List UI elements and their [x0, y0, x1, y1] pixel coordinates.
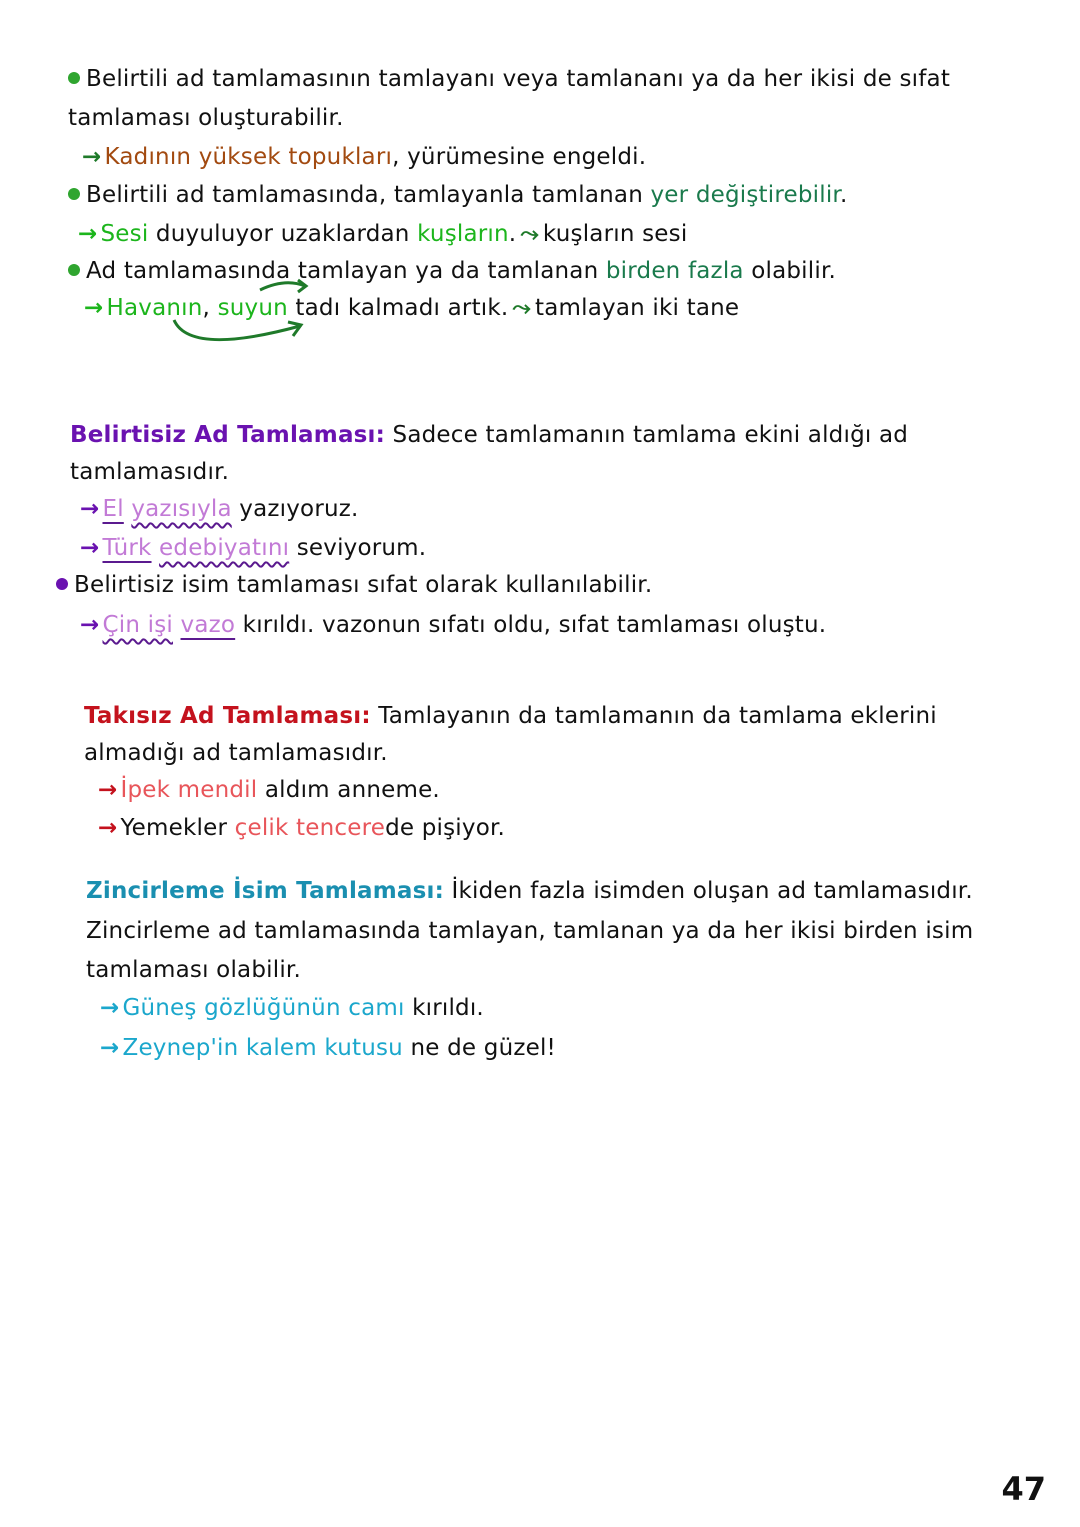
rule2-end: .: [839, 182, 848, 208]
definition-text-cont: tamlamasıdır.: [70, 459, 230, 485]
example-note: kuşların sesi: [542, 221, 688, 247]
example-highlight: İpek mendil: [120, 777, 258, 803]
example-rest: seviyorum.: [289, 535, 427, 561]
rule2-line: [68, 180, 847, 210]
page-number: 47: [1001, 1470, 1046, 1508]
example-word-1: Çin işi: [102, 612, 173, 638]
section2-title-line: [70, 420, 908, 450]
rule3-end: olabilir.: [743, 258, 837, 284]
example-sep: ,: [202, 295, 218, 321]
squiggle-arrow-icon: ⤳: [512, 295, 532, 321]
example-word-2: vazo: [180, 612, 236, 638]
section2-definition-line2: [70, 457, 229, 487]
example-highlight: Kadının yüksek topukları: [104, 144, 393, 170]
example-pre: Yemekler: [120, 815, 235, 841]
section-heading: Belirtisiz Ad Tamlaması:: [70, 422, 386, 448]
arrow-icon: →: [80, 535, 100, 561]
example-rest: aldım anneme.: [257, 777, 440, 803]
example-rest: yazıyoruz.: [231, 496, 359, 522]
definition-text: İkiden fazla isimden oluşan ad tamlamasıdır.: [444, 878, 973, 904]
example-rest: , yürümesine engeldi.: [392, 144, 647, 170]
connector-arrows-icon: [160, 278, 360, 358]
example-highlight: Güneş gözlüğünün camı: [122, 995, 405, 1021]
arrow-icon: →: [78, 221, 98, 247]
example-end: .: [508, 221, 517, 247]
example-h2: suyun: [217, 295, 288, 321]
example-note: tamlayan iki tane: [535, 295, 740, 321]
squiggle-arrow-icon: ⤳: [520, 221, 539, 247]
rule3-text: Ad tamlamasında tamlayan ya da tamlanan: [86, 258, 606, 284]
arrow-icon: →: [100, 995, 120, 1021]
definition-text: Sadece tamlamanın tamlama ekini aldığı ad: [385, 422, 909, 448]
definition-text-cont: Zincirleme ad tamlamasında tamlayan, tamlanan ya da her ikisi birden isim: [86, 918, 974, 944]
arrow-icon: →: [100, 1035, 120, 1061]
rule1-line2: [68, 103, 344, 133]
example-rest: tadı kalmadı artık.: [287, 295, 509, 321]
example-rest: kırıldı.: [404, 995, 484, 1021]
rule3-highlight: birden fazla: [605, 258, 744, 284]
section2-note-example: [80, 610, 826, 640]
purple-bullet-icon: [56, 578, 68, 590]
example-word-2: edebiyatını: [159, 535, 290, 561]
section4-definition-line3: [86, 955, 301, 985]
green-bullet-icon: [68, 72, 80, 84]
example-rest: de pişiyor.: [385, 815, 506, 841]
rule1-line1: [68, 64, 950, 94]
rule1-example: [82, 142, 646, 172]
example-rest: ne de güzel!: [402, 1035, 556, 1061]
arrow-icon: →: [82, 144, 102, 170]
definition-text-cont: tamlaması olabilir.: [86, 957, 301, 983]
section4-title-line: [86, 876, 973, 906]
section3-title-line: [84, 701, 937, 731]
section4-example-2: [100, 1033, 556, 1063]
section2-note: [56, 570, 652, 600]
example-highlight: çelik tencere: [234, 815, 386, 841]
example-h1: Sesi: [100, 221, 149, 247]
rule1-text: Belirtili ad tamlamasının tamlayanı veya tamlananı ya da her ikisi de sıfat: [86, 66, 951, 92]
rule2-highlight: yer değiştirebilir: [650, 182, 840, 208]
example-word-1: Türk: [102, 535, 152, 561]
arrow-icon: →: [98, 815, 118, 841]
rule1-text-cont: tamlaması oluşturabilir.: [68, 105, 344, 131]
section-heading: Zincirleme İsim Tamlaması:: [86, 878, 445, 904]
example-h1: Havanın: [106, 295, 203, 321]
section4-example-1: [100, 993, 484, 1023]
green-bullet-icon: [68, 188, 80, 200]
example-highlight: Zeynep'in kalem kutusu: [122, 1035, 403, 1061]
arrow-icon: →: [84, 295, 104, 321]
section3-example-1: [98, 775, 440, 805]
example-word-2: yazısıyla: [131, 496, 232, 522]
rule2-example: [78, 219, 687, 249]
arrow-icon: →: [98, 777, 118, 803]
section-heading: Takısız Ad Tamlaması:: [84, 703, 371, 729]
example-h2: kuşların: [417, 221, 509, 247]
green-bullet-icon: [68, 264, 80, 276]
definition-text-cont: almadığı ad tamlamasıdır.: [84, 740, 388, 766]
example-rest: kırıldı. vazonun sıfatı oldu, sıfat tamlaması oluştu.: [235, 612, 827, 638]
rule2-text: Belirtili ad tamlamasında, tamlayanla tamlanan: [86, 182, 651, 208]
example-word-1: El: [102, 496, 124, 522]
section3-example-2: [98, 813, 505, 843]
arrow-icon: →: [80, 612, 100, 638]
section2-example-1: [80, 494, 359, 524]
example-mid: duyuluyor uzaklardan: [148, 221, 418, 247]
note-text: Belirtisiz isim tamlaması sıfat olarak kullanılabilir.: [74, 572, 653, 598]
arrow-icon: →: [80, 496, 100, 522]
section3-definition-line2: [84, 738, 388, 768]
section2-example-2: [80, 533, 426, 563]
section4-definition-line2: [86, 916, 973, 946]
definition-text: Tamlayanın da tamlamanın da tamlama eklerini: [370, 703, 937, 729]
